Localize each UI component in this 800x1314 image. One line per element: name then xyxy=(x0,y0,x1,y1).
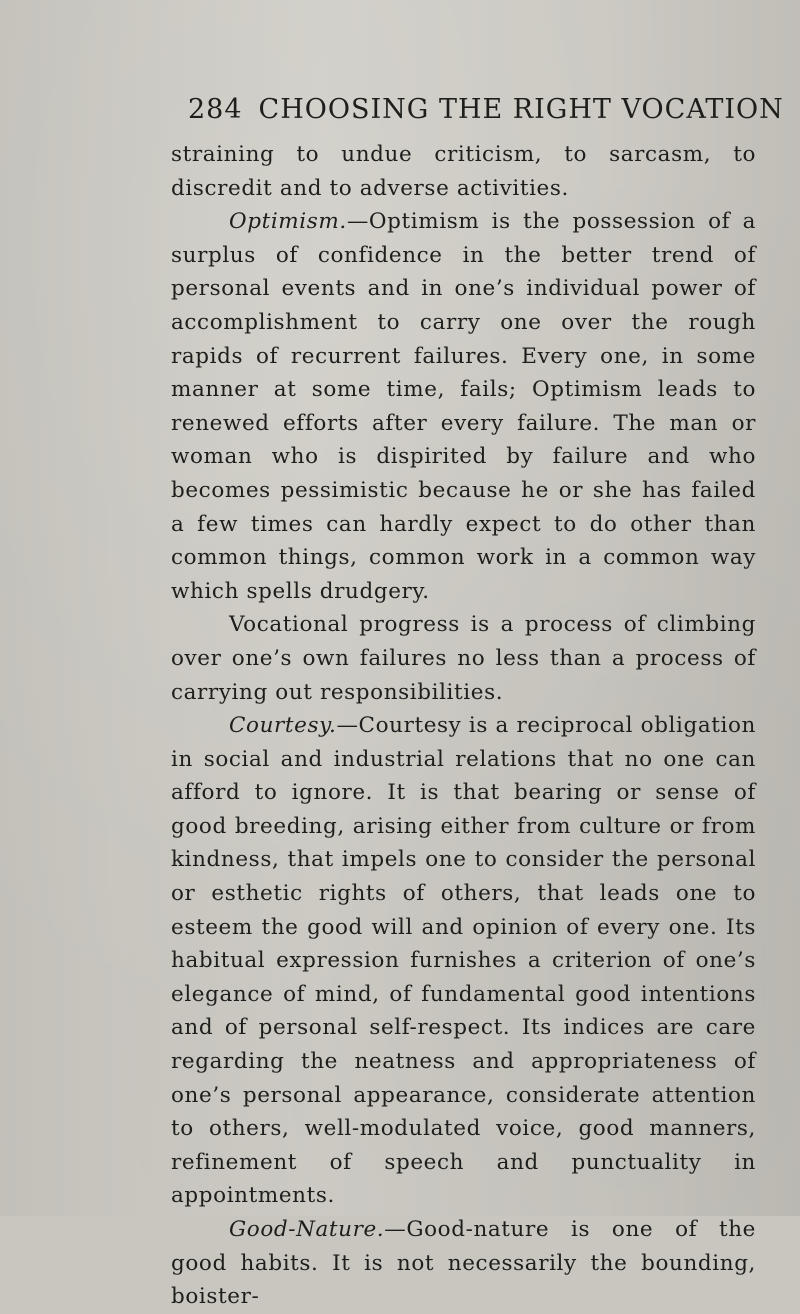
paragraph-courtesy: Courtesy.—Courtesy is a reciprocal obligation in social and industrial relations that no one can afford to ignore. It is that bearing or sense of good breeding, arising either from culture or from kindness, that impels one to consider the personal or esthetic rights of others, that leads one to esteem the good will and opinion of every one. Its habitual expression furnishes a criterion of one’s elegance of mind, of fundamental good intentions and of personal self-respect. Its indices are care regarding the neatness and appropriateness of one’s personal appearance, considerate attention to others, well-modulated voice, good manners, refinement of speech and punctuality in appointments. xyxy=(171,713,756,1209)
page-number: 284 xyxy=(188,94,243,125)
running-head-title: CHOOSING THE RIGHT VOCATION xyxy=(258,94,784,125)
running-head xyxy=(188,88,784,132)
section-heading-optimism: Optimism. xyxy=(229,209,347,235)
paragraph-good-nature: Good-Nature.—Good-nature is one of the good habits. It is not necessarily the bounding, boister- xyxy=(171,1217,756,1310)
section-heading-courtesy: Courtesy. xyxy=(229,713,337,739)
paragraph-vocational-progress: Vocational progress is a process of climbing over one’s own failures no less than a process of carrying out responsibilities. xyxy=(171,612,756,705)
paragraph-continuation: straining to undue criticism, to sarcasm, to discredit and to adverse activities. xyxy=(171,142,756,201)
paragraph-optimism: Optimism.—Optimism is the possession of a surplus of confidence in the better trend of personal events and in one’s individual power of accomplishment to carry one over the rough rapids of recurrent failures. Every one, in some manner at some time, fails; Optimism leads to renewed efforts after every failure. The man or woman who is dispirited by failure and who becomes pessimistic because he or she has failed a few times can hardly expect to do other than common things, common work in a common way which spells drudgery. xyxy=(171,209,756,604)
section-heading-good-nature: Good-Nature. xyxy=(229,1217,385,1242)
body-text xyxy=(171,138,756,1314)
